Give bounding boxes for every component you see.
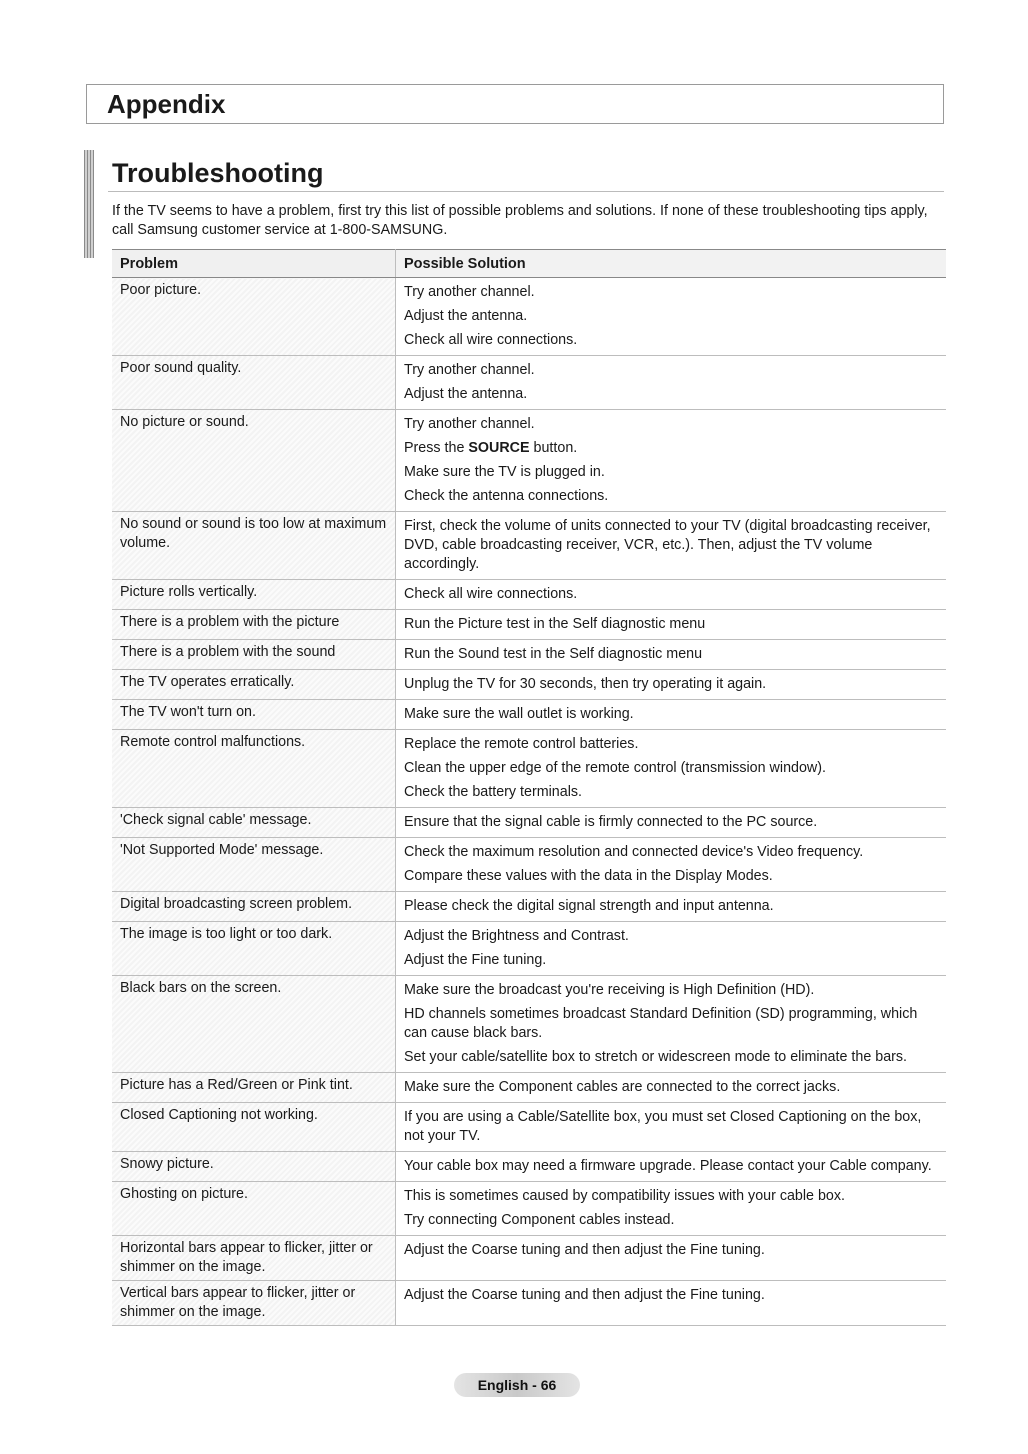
solution-cell: [396, 512, 947, 580]
problem-cell: Ghosting on picture.: [112, 1182, 396, 1236]
solution-cell: [396, 922, 947, 976]
table-row: [112, 730, 946, 808]
table-row: [112, 892, 946, 922]
solution-line: Replace the remote control batteries.: [404, 736, 639, 752]
table-row: [112, 1281, 946, 1326]
solution-line: Try another channel.: [404, 416, 535, 432]
solution-line: Run the Picture test in the Self diagnostic menu: [404, 616, 706, 632]
solution-cell: [396, 1182, 947, 1236]
troubleshooting-table: [112, 249, 946, 1326]
solution-line: Adjust the Coarse tuning and then adjust the Fine tuning.: [404, 1242, 765, 1258]
appendix-title: Appendix: [107, 89, 226, 119]
table-row: [112, 1103, 946, 1152]
problem-cell: Picture has a Red/Green or Pink tint.: [112, 1073, 396, 1103]
solution-line: Run the Sound test in the Self diagnostic menu: [404, 646, 703, 662]
solution-cell: [396, 278, 947, 356]
solution-line: Compare these values with the data in the Display Modes.: [404, 868, 773, 884]
table-row: [112, 1236, 946, 1281]
table-row: [112, 1152, 946, 1182]
problem-cell: There is a problem with the sound: [112, 640, 396, 670]
solution-line: Make sure the TV is plugged in.: [404, 464, 605, 480]
problem-cell: Snowy picture.: [112, 1152, 396, 1182]
solution-cell: [396, 1236, 947, 1281]
problem-cell: 'Check signal cable' message.: [112, 808, 396, 838]
solution-line: Set your cable/satellite box to stretch or widescreen mode to eliminate the bars.: [404, 1049, 908, 1065]
problem-cell: Horizontal bars appear to flicker, jitter or shimmer on the image.: [112, 1236, 396, 1281]
solution-cell: [396, 976, 947, 1073]
solution-line: Check the battery terminals.: [404, 784, 582, 800]
section-marker-bar: [84, 150, 94, 258]
solution-cell: [396, 838, 947, 892]
solution-line: If you are using a Cable/Satellite box, you must set Closed Captioning on the box, not your TV.: [404, 1109, 922, 1144]
solution-line: Clean the upper edge of the remote control (transmission window).: [404, 760, 826, 776]
solution-line: Check the maximum resolution and connected device's Video frequency.: [404, 844, 864, 860]
problem-cell: 'Not Supported Mode' message.: [112, 838, 396, 892]
header-solution: Possible Solution: [396, 250, 947, 278]
problem-cell: No picture or sound.: [112, 410, 396, 512]
solution-line: Check the antenna connections.: [404, 488, 609, 504]
problem-cell: The image is too light or too dark.: [112, 922, 396, 976]
solution-line: Make sure the broadcast you're receiving is High Definition (HD).: [404, 982, 815, 998]
solution-cell: [396, 670, 947, 700]
problem-cell: Closed Captioning not working.: [112, 1103, 396, 1152]
table-row: [112, 512, 946, 580]
solution-line: Press the SOURCE button.: [404, 440, 578, 456]
table-row: [112, 278, 946, 356]
solution-cell: [396, 1103, 947, 1152]
solution-line: Adjust the antenna.: [404, 308, 528, 324]
solution-line: First, check the volume of units connected to your TV (digital broadcasting receiver, DVD, cable broadcasting receiver, VCR, etc.). Then, adjust the TV volume accordingly.: [404, 518, 931, 572]
solution-line: Adjust the Coarse tuning and then adjust the Fine tuning.: [404, 1287, 765, 1303]
table-row: [112, 580, 946, 610]
problem-cell: Picture rolls vertically.: [112, 580, 396, 610]
table-row: [112, 610, 946, 640]
table-row: [112, 410, 946, 512]
solution-line: Check all wire connections.: [404, 332, 578, 348]
table-row: [112, 670, 946, 700]
table-row: [112, 1073, 946, 1103]
solution-cell: [396, 808, 947, 838]
page-number-badge: English - 66: [454, 1373, 580, 1397]
solution-cell: [396, 700, 947, 730]
solution-cell: [396, 730, 947, 808]
solution-line: Your cable box may need a firmware upgrade. Please contact your Cable company.: [404, 1158, 932, 1174]
solution-line: This is sometimes caused by compatibility issues with your cable box.: [404, 1188, 845, 1204]
solution-line: Ensure that the signal cable is firmly connected to the PC source.: [404, 814, 818, 830]
solution-cell: [396, 580, 947, 610]
problem-cell: Black bars on the screen.: [112, 976, 396, 1073]
table-row: [112, 922, 946, 976]
solution-cell: [396, 640, 947, 670]
problem-cell: There is a problem with the picture: [112, 610, 396, 640]
solution-cell: [396, 1073, 947, 1103]
source-keyword: SOURCE: [468, 440, 530, 456]
table-row: [112, 356, 946, 410]
table-row: [112, 838, 946, 892]
solution-cell: [396, 1152, 947, 1182]
appendix-header-box: [86, 84, 944, 124]
problem-cell: Vertical bars appear to flicker, jitter or shimmer on the image.: [112, 1281, 396, 1326]
section-divider: [108, 191, 944, 192]
solution-line: Please check the digital signal strength and input antenna.: [404, 898, 774, 914]
table-row: [112, 700, 946, 730]
solution-line: Adjust the Brightness and Contrast.: [404, 928, 629, 944]
problem-cell: Digital broadcasting screen problem.: [112, 892, 396, 922]
problem-cell: The TV won't turn on.: [112, 700, 396, 730]
problem-cell: Poor sound quality.: [112, 356, 396, 410]
problem-cell: Remote control malfunctions.: [112, 730, 396, 808]
solution-cell: [396, 892, 947, 922]
problem-cell: No sound or sound is too low at maximum volume.: [112, 512, 396, 580]
solution-line: Adjust the antenna.: [404, 386, 528, 402]
solution-line: Check all wire connections.: [404, 586, 578, 602]
problem-cell: Poor picture.: [112, 278, 396, 356]
solution-line: Make sure the wall outlet is working.: [404, 706, 634, 722]
solution-line: Adjust the Fine tuning.: [404, 952, 547, 968]
problem-cell: The TV operates erratically.: [112, 670, 396, 700]
solution-line: HD channels sometimes broadcast Standard Definition (SD) programming, which can cause black bars.: [404, 1006, 918, 1041]
solution-cell: [396, 410, 947, 512]
solution-cell: [396, 356, 947, 410]
solution-line: Try connecting Component cables instead.: [404, 1212, 675, 1228]
solution-line: Try another channel.: [404, 284, 535, 300]
section-title: Troubleshooting: [112, 158, 324, 188]
table-header-row: [112, 250, 946, 278]
solution-line: Try another channel.: [404, 362, 535, 378]
intro-paragraph: If the TV seems to have a problem, first try this list of possible problems and solutions. If none of these troubleshooting tips apply, call Samsung customer service at 1-800-SAMSUNG.: [112, 203, 928, 238]
solution-cell: [396, 1281, 947, 1326]
table-row: [112, 1182, 946, 1236]
solution-line: Unplug the TV for 30 seconds, then try operating it again.: [404, 676, 767, 692]
table-row: [112, 640, 946, 670]
header-problem: Problem: [112, 250, 396, 278]
solution-cell: [396, 610, 947, 640]
table-row: [112, 808, 946, 838]
solution-line: Make sure the Component cables are connected to the correct jacks.: [404, 1079, 841, 1095]
table-row: [112, 976, 946, 1073]
table-body: [112, 278, 946, 1326]
